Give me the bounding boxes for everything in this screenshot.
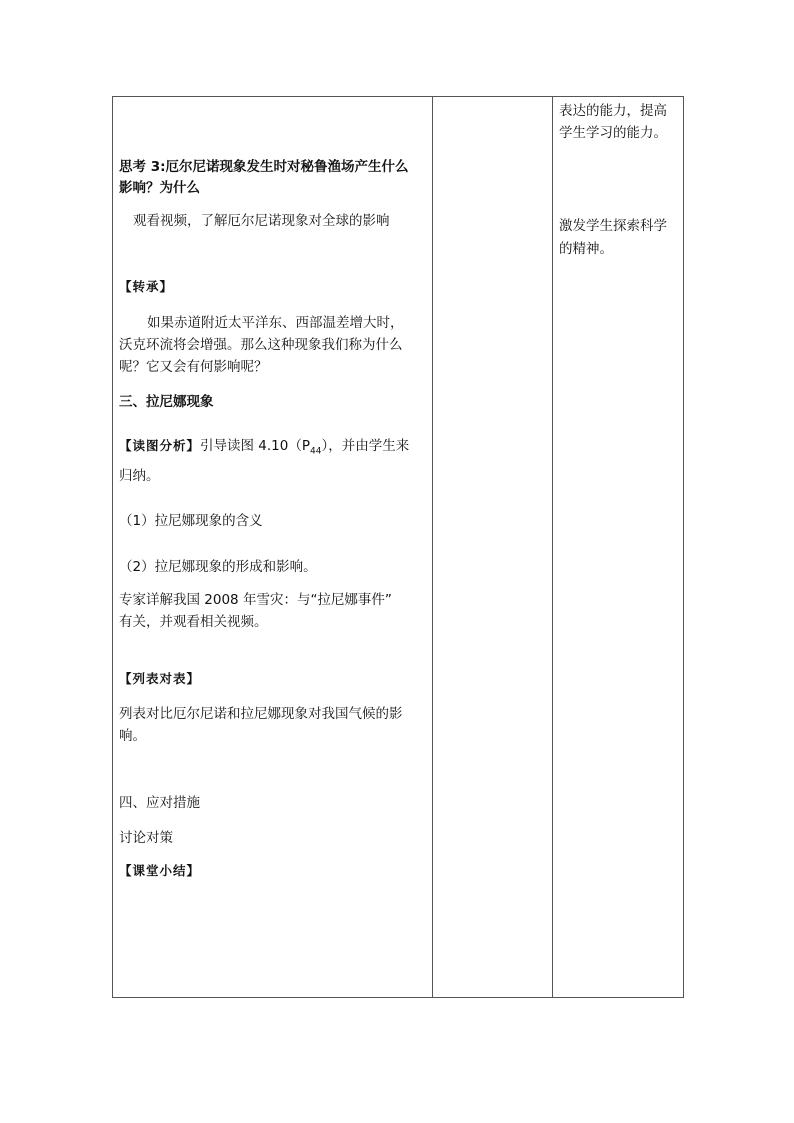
teaching-content-cell	[113, 97, 432, 997]
read-analysis-heading: 【读图分析】	[119, 438, 201, 453]
transition-text: 如果赤道附近太平洋东、西部温差增大时，	[147, 315, 404, 331]
list-item: （2）拉尼娜现象的形成和影响。	[119, 559, 317, 575]
purpose-text: 的精神。	[559, 241, 613, 257]
expert-text: 专家详解我国 2008 年雪灾：与“拉尼娜事件”	[119, 592, 392, 608]
watch-video-text: 观看视频，了解厄尔尼诺现象对全球的影响	[133, 213, 390, 229]
purpose-text: 表达的能力，提高	[559, 103, 667, 119]
compare-table-heading: 【列表对表】	[119, 671, 201, 686]
transition-text: 沃克环流将会增强。那么这种现象我们称为什么	[119, 337, 403, 353]
compare-text: 响。	[119, 728, 146, 744]
read-analysis-paragraph: 【读图分析】引导读图 $4.10(P_{44})$，并由学生来	[119, 438, 410, 457]
expert-text: 有关，并观看相关视频。	[119, 614, 268, 630]
think3-question-cont: 影响？为什么	[119, 180, 200, 196]
column-divider	[432, 97, 433, 997]
think3-question: 思考 3:厄尔尼诺现象发生时对秘鲁渔场产生什么	[119, 159, 409, 175]
compare-text: 列表对比厄尔尼诺和拉尼娜现象对我国气候的影	[119, 706, 403, 722]
transition-heading: 【转承】	[119, 279, 174, 294]
design-intent-cell	[553, 97, 684, 997]
purpose-text: 学生学习的能力。	[559, 125, 667, 141]
purpose-text: 激发学生探索科学	[559, 218, 667, 234]
discuss-text: 讨论对策	[119, 830, 173, 846]
summary-heading: 【课堂小结】	[119, 863, 201, 878]
transition-text: 呢？它又会有何影响呢？	[119, 359, 268, 375]
lesson-plan-table	[112, 96, 684, 998]
section4-title: 四、应对措施	[119, 795, 200, 811]
section3-title: 三、拉尼娜现象	[119, 394, 214, 410]
read-analysis-text: 归纳。	[119, 468, 160, 484]
list-item: （1）拉尼娜现象的含义	[119, 513, 263, 529]
